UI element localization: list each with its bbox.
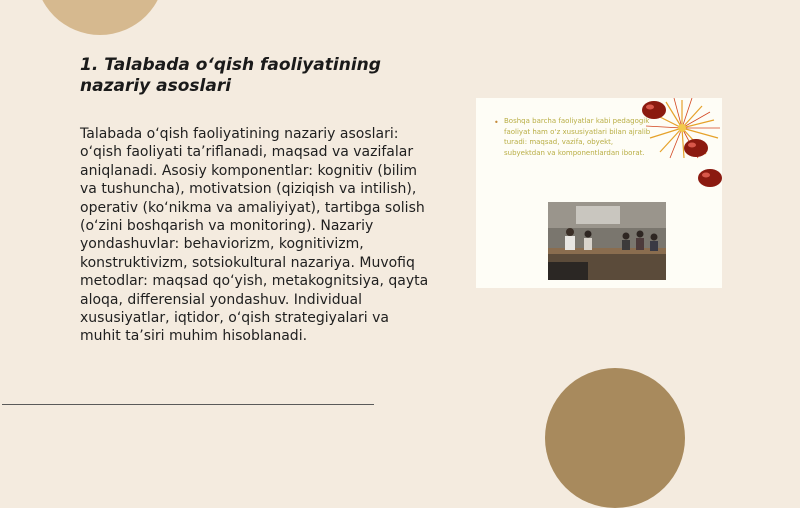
decorative-circle-top xyxy=(35,0,165,35)
slide-title: 1. Talabada o‘qish faoliyatining nazariy asoslari xyxy=(80,55,381,96)
bullet-icon: • xyxy=(494,118,499,127)
fireworks-ornament-icon xyxy=(640,98,724,190)
embedded-slide-text: Boshqa barcha faoliyatlar kabi pedagogik faoliyat ham o‘z xususiyatlari bilan ajralib turadi: maqsad, vazifa, obyekt, subyektdan va komponentlardan iborat. xyxy=(504,117,651,157)
embedded-slide-image xyxy=(476,98,722,288)
bottom-divider-line xyxy=(2,404,374,405)
slide-body-text: Talabada o‘qish faoliyatining nazariy asoslari: o‘qish faoliyati ta’riflanadi, maqsad va vazifalar aniqlanadi. Asosiy komponentlar: kognitiv (bilim va tushuncha), motivatsion (qiziqish va intilish), operativ (ko‘nikma va amaliyiyat), tartibga solish (o‘zini boshqarish va monitoring). Nazariy yondashuvlar: behaviorizm, kognitivizm, konstruktivizm, sotsiokultural nazariya. Muvofiq metodlar: maqsad qo‘yish, metakognitsiya, qayta aloqa, differensial yondashuv. Individual xususiyatlar, iqtidor, o‘qish strategiyalari va muhit ta’siri muhim hisoblanadi. xyxy=(80,126,429,345)
decorative-circle-bottom xyxy=(545,368,685,508)
classroom-photo xyxy=(548,202,666,280)
